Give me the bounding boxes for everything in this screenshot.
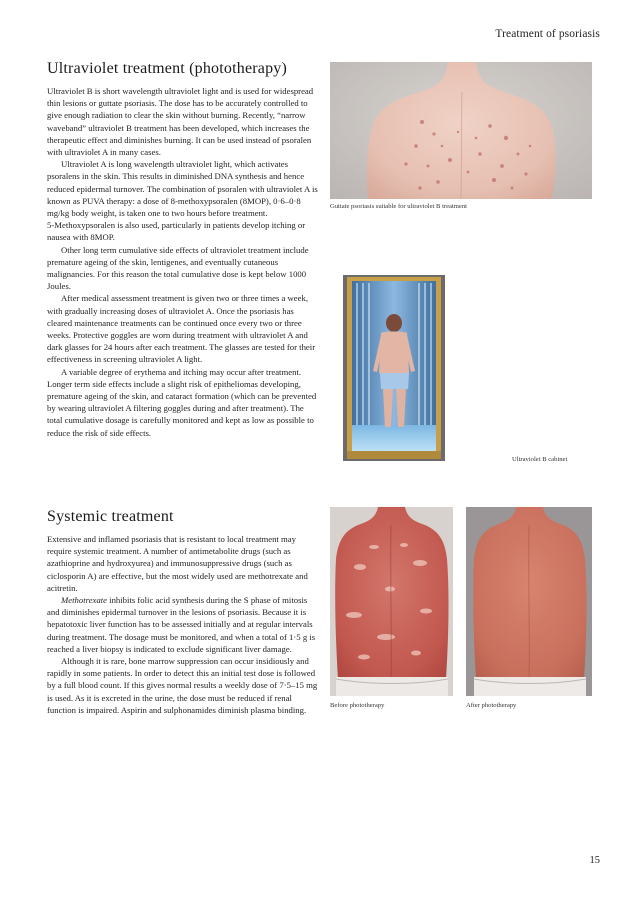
drug-name-italic: Methotrexate (61, 595, 107, 606)
paragraph: 5-Methoxypsoralen is also used, particularly in patients develop itching or nausea with 8MOP. (47, 220, 306, 243)
ultraviolet-cabinet-photo (343, 275, 445, 461)
paragraph: Ultraviolet A is long wavelength ultraviolet light, which activates psoralens in the skin. This results in diminished DNA synthesis and hence reduced epidermal turnover. The combination of psoralen with ultraviolet A is known as PUVA therapy: a dose of 8-methoxypsoralen (8MOP), 0·6–0·8 mg/kg body weight, is taken one to two hours before treatment. (47, 159, 318, 219)
paragraph: Ultraviolet B is short wavelength ultraviolet light and is used for widespread thin lesions or guttate psoriasis. The dose has to be accurately controlled to give enough radiation to clear the skin without burning. Recently, “narrow waveband” ultraviolet B treatment has been developed, which increases the therapeutic effect and diminishes burning. It can be used instead of psoralen with ultraviolet A in many cases. (47, 86, 314, 158)
after-phototherapy-photo (466, 507, 592, 696)
paragraph: After medical assessment treatment is given two or three times a week, with gradually increasing doses of ultraviolet A. Once the psoriasis has cleared maintenance treatments can be continued once every two or three weeks. Protective goggles are worn during treatment with ultraviolet A and dark glasses for 24 hours after each treatment. The glasses are tested for their effectiveness in screening ultraviolet A light. (47, 293, 316, 365)
paragraph: A variable degree of erythema and itching may occur after treatment. Longer term side effects include a slight risk of epitheliomas developing, premature ageing of the skin, and cataract formation (which can be prevented by wearing ultraviolet A filtering goggles during and after treatment). The total cumulative dosage is carefully monitored and kept as low as possible to reduce the risk of side effects. (47, 366, 317, 438)
paragraph-rest: inhibits folic acid synthesis during the S phase of mitosis and diminishes epidermal turnover in the lesions of psoriasis. Because it is hepatotoxic liver function has to be assessed initially and at regular intervals during treatment. The dosage must be monitored, and when a total of 1·5 g is reached a liver biopsy is indicated to exclude significant liver damage. (47, 595, 316, 654)
section-heading-systemic: Systemic treatment (47, 508, 174, 525)
running-header: Treatment of psoriasis (495, 28, 600, 40)
before-phototherapy-photo (330, 507, 453, 696)
section-heading-ultraviolet: Ultraviolet treatment (phototherapy) (47, 60, 288, 77)
paragraph: Other long term cumulative side effects of ultraviolet treatment include premature ageing of the skin, lentigenes, and eventually cutaneous malignancies. For this reason the total cumulative dose is kept below 1000 Joules. (47, 244, 309, 292)
ultraviolet-body (47, 85, 319, 439)
paragraph: Extensive and inflamed psoriasis that is resistant to local treatment may require systemic treatment. A number of antimetabolite drugs (such as azathioprine and hydroxyurea) and immunosuppressive drugs (such as ciclosporin A) are effective, but the most widely used are methotrexate and acitretin. (47, 534, 308, 593)
caption-before: Before phototherapy (330, 702, 385, 709)
guttate-psoriasis-photo (330, 62, 592, 199)
caption-guttate: Guttate psoriasis suitable for ultraviolet B treatment (330, 203, 467, 210)
systemic-body (47, 533, 319, 716)
caption-after: After phototherapy (466, 702, 517, 709)
caption-cabinet: Ultraviolet B cabinet (512, 456, 568, 463)
paragraph (47, 594, 319, 655)
paragraph: Although it is rare, bone marrow suppression can occur insidiously and rapidly in some patients. In order to detect this an initial test dose is followed by a full blood count. If this gives normal results a weekly dose of 7·5–15 mg is used. As it is excreted in the urine, the dose must be reduced if renal function is impaired. Aspirin and sulphonamides diminish plasma binding. (47, 656, 318, 715)
page-number: 15 (589, 855, 600, 866)
